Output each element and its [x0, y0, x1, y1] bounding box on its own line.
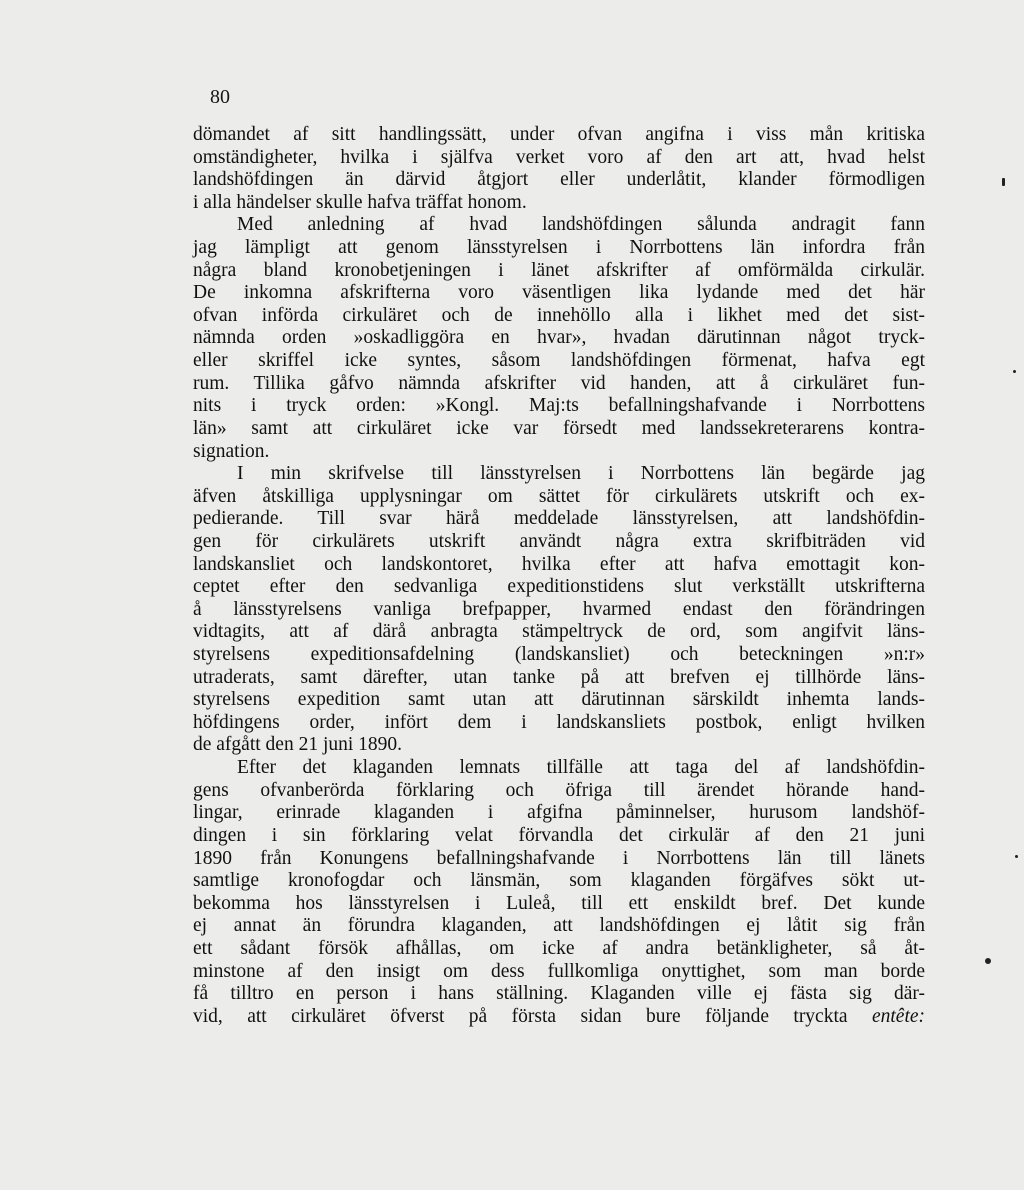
text-line: De inkomna afskrifterna voro väsentligen lika lydande med det här: [193, 282, 925, 304]
text-line: höfdingens order, infört dem i landskansliets postbok, enligt hvilken: [193, 711, 925, 733]
text-line: jag lämpligt att genom länsstyrelsen i Norrbottens län infordra från: [193, 237, 925, 259]
text-line: de afgått den 21 juni 1890.: [193, 734, 403, 756]
body-text: [193, 124, 925, 1028]
text-line: landskansliet och landskontoret, hvilka efter att hafva emottagit kon-: [193, 553, 925, 575]
text-line: dingen i sin förklaring velat förvandla det cirkulär af den 21 juni: [193, 824, 925, 846]
text-line: styrelsens expeditionsafdelning (landskansliet) och beteckningen »n:r»: [193, 644, 925, 666]
text-line: gens ofvanberörda förklaring och öfriga till ärendet hörande hand-: [193, 779, 925, 801]
text-line: signation.: [193, 440, 270, 462]
text-line: lingar, erinrade klaganden i afgifna påminnelser, hurusom landshöf-: [193, 802, 925, 824]
text-line: några bland kronobetjeningen i länet afskrifter af omförmälda cirkulär.: [193, 259, 925, 281]
text-line: pedierande. Till svar härå meddelade länsstyrelsen, att landshöfdin-: [193, 508, 925, 530]
text-line: landshöfdingen än därvid åtgjort eller underlåtit, klander förmodligen: [193, 169, 925, 191]
text-line: minstone af den insigt om dess fullkomliga onyttighet, som man borde: [193, 960, 925, 982]
scan-speck: [985, 958, 991, 964]
page-number: 80: [210, 86, 230, 108]
text-line: län» samt att cirkuläret icke var försedt med landssekreterarens kontra-: [193, 417, 925, 439]
text-line: Efter det klaganden lemnats tillfälle att taga del af landshöfdin-: [237, 757, 925, 779]
text-line: I min skrifvelse till länsstyrelsen i Norrbottens län begärde jag: [237, 463, 925, 485]
text-line: utraderats, samt därefter, utan tanke på att brefven ej tillhörde läns-: [193, 666, 925, 688]
text-line: ett sådant försök afhållas, om icke af andra betänkligheter, så åt-: [193, 937, 925, 959]
text-line: omständigheter, hvilka i själfva verket voro af den art att, hvad helst: [193, 146, 925, 168]
scan-speck: [1002, 178, 1005, 186]
text-line: nits i tryck orden: »Kongl. Maj:ts befallningshafvande i Norrbottens: [193, 395, 925, 417]
text-line: Med anledning af hvad landshöfdingen sålunda andragit fann: [237, 214, 925, 236]
text-line: vidtagits, att af därå anbragta stämpeltryck de ord, som angifvit läns-: [193, 621, 925, 643]
text-line: styrelsens expedition samt utan att därutinnan särskildt inhemta lands-: [193, 689, 925, 711]
text-line: 1890 från Konungens befallningshafvande i Norrbottens län till länets: [193, 847, 925, 869]
text-line-final: [193, 1006, 925, 1029]
text-line: å länsstyrelsens vanliga brefpapper, hvarmed endast den förändringen: [193, 598, 925, 620]
scan-speck: [1013, 370, 1016, 373]
text-line: i alla händelser skulle hafva träffat honom.: [193, 191, 527, 213]
final-line-text: vid, att cirkuläret öfverst på första sidan bure följande tryckta: [193, 1005, 848, 1027]
text-line: samtlige kronofogdar och länsmän, som klaganden förgäfves sökt ut-: [193, 870, 925, 892]
scan-speck: [1015, 855, 1018, 858]
text-line: få tilltro en person i hans ställning. Klaganden ville ej fästa sig där-: [193, 983, 925, 1005]
text-line: bekomma hos länsstyrelsen i Luleå, till ett enskildt bref. Det kunde: [193, 892, 925, 914]
text-line: nämnda orden »oskadliggöra en hvar», hvadan därutinnan något tryck-: [193, 327, 925, 349]
text-line: ej annat än förundra klaganden, att landshöfdingen ej låtit sig från: [193, 915, 925, 937]
text-line: eller skriffel icke syntes, såsom landshöfdingen förmenat, hafva egt: [193, 350, 925, 372]
text-line: dömandet af sitt handlingssätt, under ofvan angifna i viss mån kritiska: [193, 124, 925, 145]
text-line: ofvan införda cirkuläret och de innehöllo alla i likhet med det sist-: [193, 304, 925, 326]
text-line: rum. Tillika gåfvo nämnda afskrifter vid handen, att å cirkuläret fun-: [193, 372, 925, 394]
text-line: äfven åtskilliga upplysningar om sättet för cirkulärets utskrift och ex-: [193, 485, 925, 507]
italic-word: entête:: [871, 1005, 926, 1027]
text-line: gen för cirkulärets utskrift användt några extra skrifbiträden vid: [193, 530, 925, 552]
text-line: ceptet efter den sedvanliga expeditionstidens slut verkställt utskrifterna: [193, 576, 925, 598]
